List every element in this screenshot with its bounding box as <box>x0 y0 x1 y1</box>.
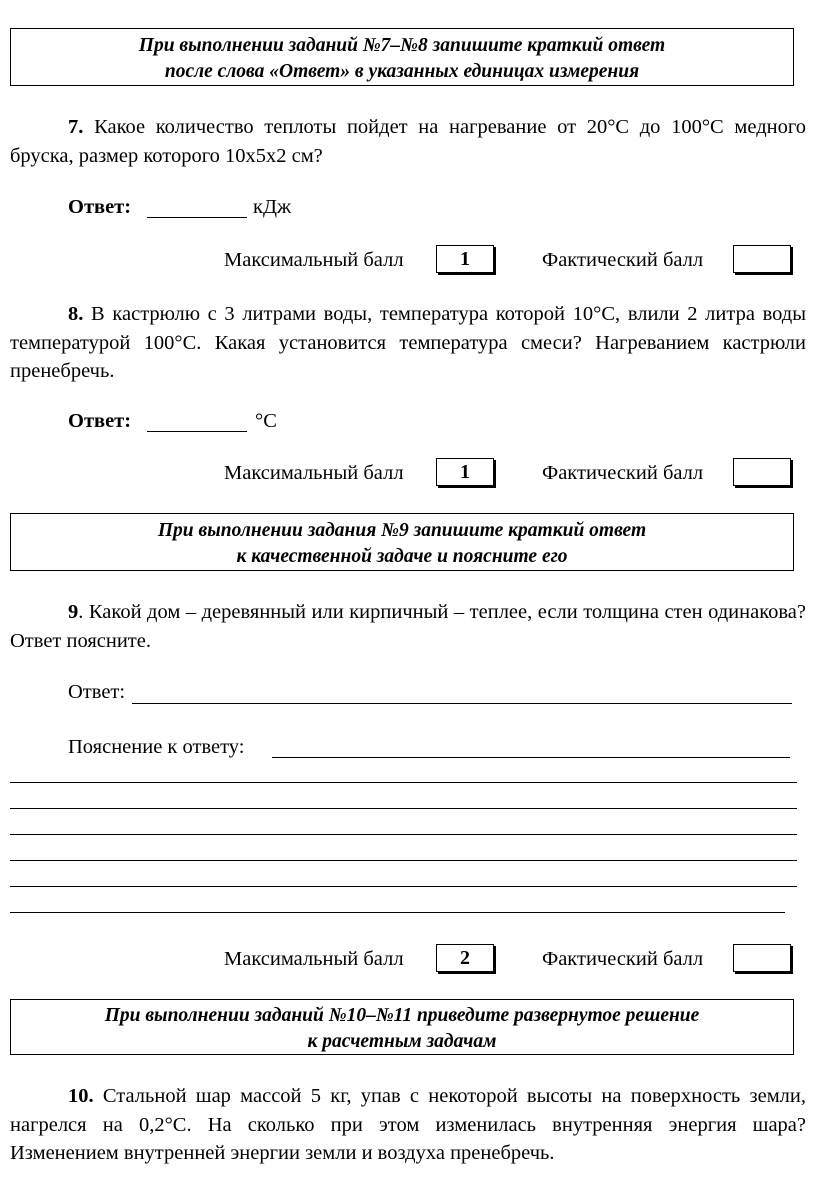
task-8-answer-row <box>68 407 131 435</box>
explanation-line[interactable] <box>10 886 797 887</box>
instruction-line-2: к качественной задаче и поясните его <box>236 546 568 567</box>
instruction-box-9 <box>10 513 794 571</box>
task-question: В кастрюлю с 3 литрами воды, температура которой 10°С, влили 2 литра воды температурой 100°С. Какая установится температура смеси? Нагреванием кастрюли пренебречь. <box>10 303 807 382</box>
max-score-box: 2 <box>436 944 494 972</box>
task-number: 8. <box>68 303 84 325</box>
answer-unit: °С <box>255 410 277 432</box>
task-number: 10. <box>68 1085 94 1107</box>
explanation-line[interactable] <box>10 808 797 809</box>
explanation-line[interactable] <box>10 834 797 835</box>
instruction-line-1: При выполнении заданий №10–№11 приведите развернутое решение <box>104 1005 700 1026</box>
actual-score-label: Фактический балл <box>542 249 704 271</box>
task-question: . Какой дом – деревянный или кирпичный – теплее, если толщина стен одинакова? Ответ поясните. <box>10 601 806 652</box>
actual-score-box[interactable] <box>733 245 791 273</box>
actual-score-label: Фактический балл <box>542 462 704 484</box>
explanation-line[interactable] <box>10 782 797 783</box>
task-8-text <box>10 300 806 386</box>
task-10-text <box>10 1082 806 1168</box>
instruction-line-1: При выполнении задания №9 запишите краткий ответ <box>157 520 647 541</box>
instruction-box-7-8 <box>10 28 794 86</box>
max-score-label: Максимальный балл <box>224 948 404 970</box>
instruction-line-2: после слова «Ответ» в указанных единицах измерения <box>164 61 640 82</box>
instruction-line-2: к расчетным задачам <box>307 1031 497 1052</box>
actual-score-box[interactable] <box>733 944 791 972</box>
answer-label: Ответ: <box>68 410 132 432</box>
answer-blank[interactable] <box>147 431 247 432</box>
instruction-box-10-11 <box>10 999 794 1055</box>
max-score-label: Максимальный балл <box>224 249 404 271</box>
max-score-box: 1 <box>436 458 494 486</box>
explanation-line[interactable] <box>272 757 790 758</box>
task-number: 7. <box>68 116 84 138</box>
max-score-box: 1 <box>436 245 494 273</box>
actual-score-label: Фактический балл <box>542 948 704 970</box>
task-question: Стальной шар массой 5 кг, упав с некоторой высоты на поверхность земли, нагрелся на 0,2°С. На сколько при этом изменилась внутренняя энергия шара? Изменением внутренней энергии земли и воздуха пренебречь. <box>10 1085 806 1164</box>
answer-label: Ответ: <box>68 196 132 218</box>
explanation-label: Пояснение к ответу: <box>68 736 245 758</box>
task-question: Какое количество теплоты пойдет на нагревание от 20°С до 100°С медного бруска, размер которого 10х5х2 см? <box>10 116 807 167</box>
task-7-answer-row <box>68 193 131 221</box>
instruction-line-1: При выполнении заданий №7–№8 запишите краткий ответ <box>138 35 666 56</box>
task-9-text <box>10 598 806 655</box>
answer-blank[interactable] <box>147 217 247 218</box>
task-number: 9 <box>68 601 79 623</box>
task-7-text <box>10 113 806 170</box>
explanation-line[interactable] <box>10 912 785 913</box>
explanation-line[interactable] <box>10 860 797 861</box>
answer-line[interactable] <box>132 703 792 704</box>
max-score-label: Максимальный балл <box>224 462 404 484</box>
answer-label: Ответ: <box>68 681 126 703</box>
actual-score-box[interactable] <box>733 458 791 486</box>
answer-unit: кДж <box>253 196 292 218</box>
